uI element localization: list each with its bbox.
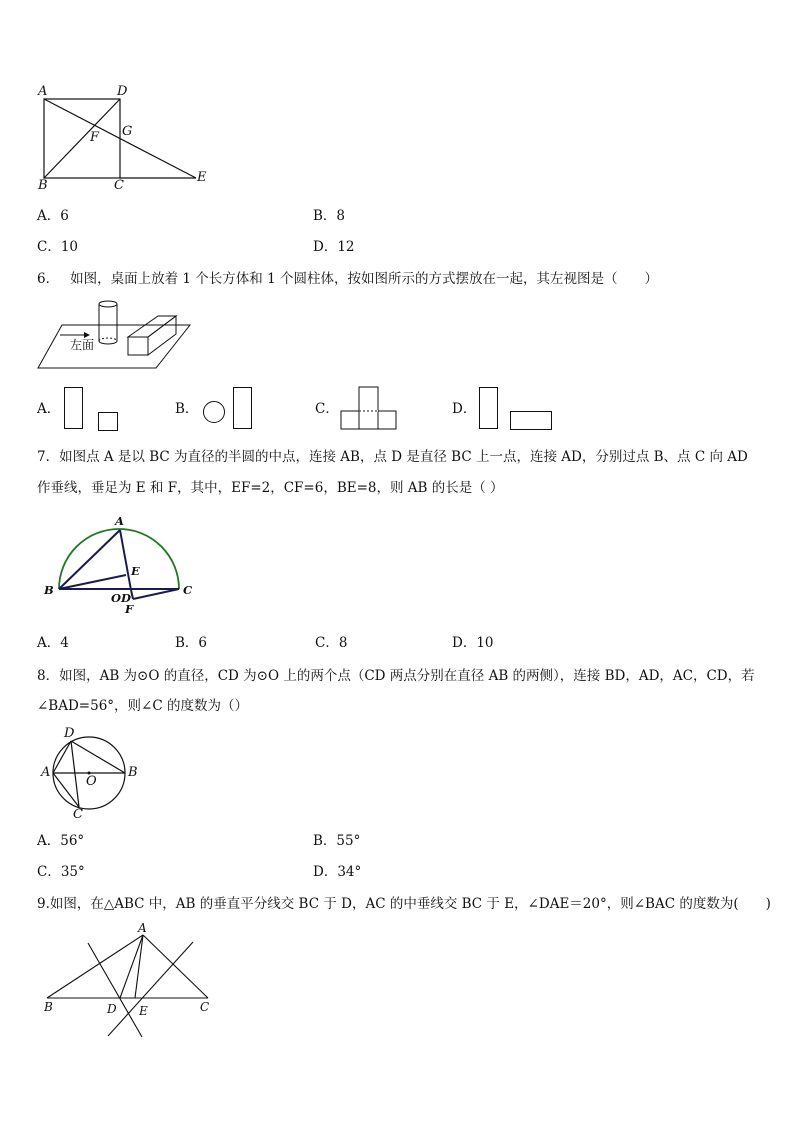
q5-label-c: C: [114, 178, 124, 193]
q5-label-a: A: [38, 84, 48, 99]
q5-label-f: F: [90, 130, 100, 145]
q9-label-d: D: [107, 1002, 117, 1016]
q7-label-c: C: [183, 583, 193, 597]
q8-option-a[interactable]: A．56°: [37, 833, 85, 849]
q9-label-a: A: [138, 921, 147, 935]
q9-side-ab: [47, 935, 143, 998]
q7-stem-line1: 7．如图点 A 是以 BC 为直径的半圆的中点，连接 AB，点 D 是直径 BC 上一点，连接 AD，分别过点 B、点 C 向 AD: [37, 449, 748, 465]
q8-stem-line2: ∠BAD=56°，则∠C 的度数为（）: [37, 698, 248, 714]
q9-perp-bisector-ab: [88, 943, 142, 1037]
q7-option-d[interactable]: D．10: [452, 635, 494, 651]
q6-option-a[interactable]: A．: [37, 401, 61, 417]
q7-label-f: F: [125, 602, 134, 616]
q5-label-e: E: [197, 170, 207, 185]
q8-label-c: C: [73, 807, 83, 822]
q6-option-d[interactable]: D．: [452, 401, 477, 417]
q7-option-a[interactable]: A．4: [37, 635, 69, 651]
q8-stem-line1: 8．如图，AB 为⊙O 的直径，CD 为⊙O 上的两个点（CD 两点分别在直径 AB 的两侧），连接 BD，AD，AC，CD，若: [37, 668, 755, 684]
q5-option-a[interactable]: A．6: [37, 208, 69, 224]
q5-label-b: B: [38, 178, 48, 193]
q8-label-o: O: [86, 774, 97, 789]
q9-perp-bisector-ac: [108, 942, 193, 1036]
q7-label-od: OD: [111, 591, 131, 605]
q8-label-b: B: [128, 765, 138, 780]
q8-label-d: D: [64, 726, 75, 741]
q5-option-d[interactable]: D．12: [313, 239, 355, 255]
q7-stem-line2: 作垂线，垂足为 E 和 F，其中，EF=2，CF=6，BE=8，则 AB 的长是（ ）: [37, 480, 504, 496]
q8-label-a: A: [41, 765, 51, 780]
q7-option-b[interactable]: B．6: [175, 635, 208, 651]
q6-option-c[interactable]: C．: [315, 401, 339, 417]
q5-label-g: G: [122, 124, 133, 139]
q6-stem: 6． 如图，桌面上放着 1 个长方体和 1 个圆柱体，按如图所示的方式摆放在一起，其左视图是（ ）: [37, 271, 658, 287]
q8-option-d[interactable]: D．34°: [313, 864, 362, 880]
q9-stem: 9.如图，在△ABC 中，AB 的垂直平分线交 BC 于 D，AC 的中垂线交 BC 于 E，∠DAE＝20°，则∠BAC 的度数为( ): [37, 896, 771, 912]
q7-label-b: B: [44, 583, 54, 597]
q6-left-label: 左面: [70, 338, 95, 352]
q5-option-c[interactable]: C．10: [37, 239, 79, 255]
q8-option-c[interactable]: C．35°: [37, 864, 85, 880]
q7-label-a: A: [115, 514, 124, 528]
q9-label-c: C: [200, 1000, 210, 1014]
q6-option-b[interactable]: B．: [175, 401, 199, 417]
q9-side-ac: [143, 935, 208, 998]
q5-label-d: D: [117, 84, 128, 99]
q5-option-b[interactable]: B．8: [313, 208, 346, 224]
q7-option-c[interactable]: C．8: [315, 635, 348, 651]
q7-label-e: E: [131, 564, 140, 578]
q9-label-b: B: [44, 1000, 53, 1014]
q8-option-b[interactable]: B．55°: [313, 833, 361, 849]
q9-label-e: E: [139, 1004, 148, 1018]
